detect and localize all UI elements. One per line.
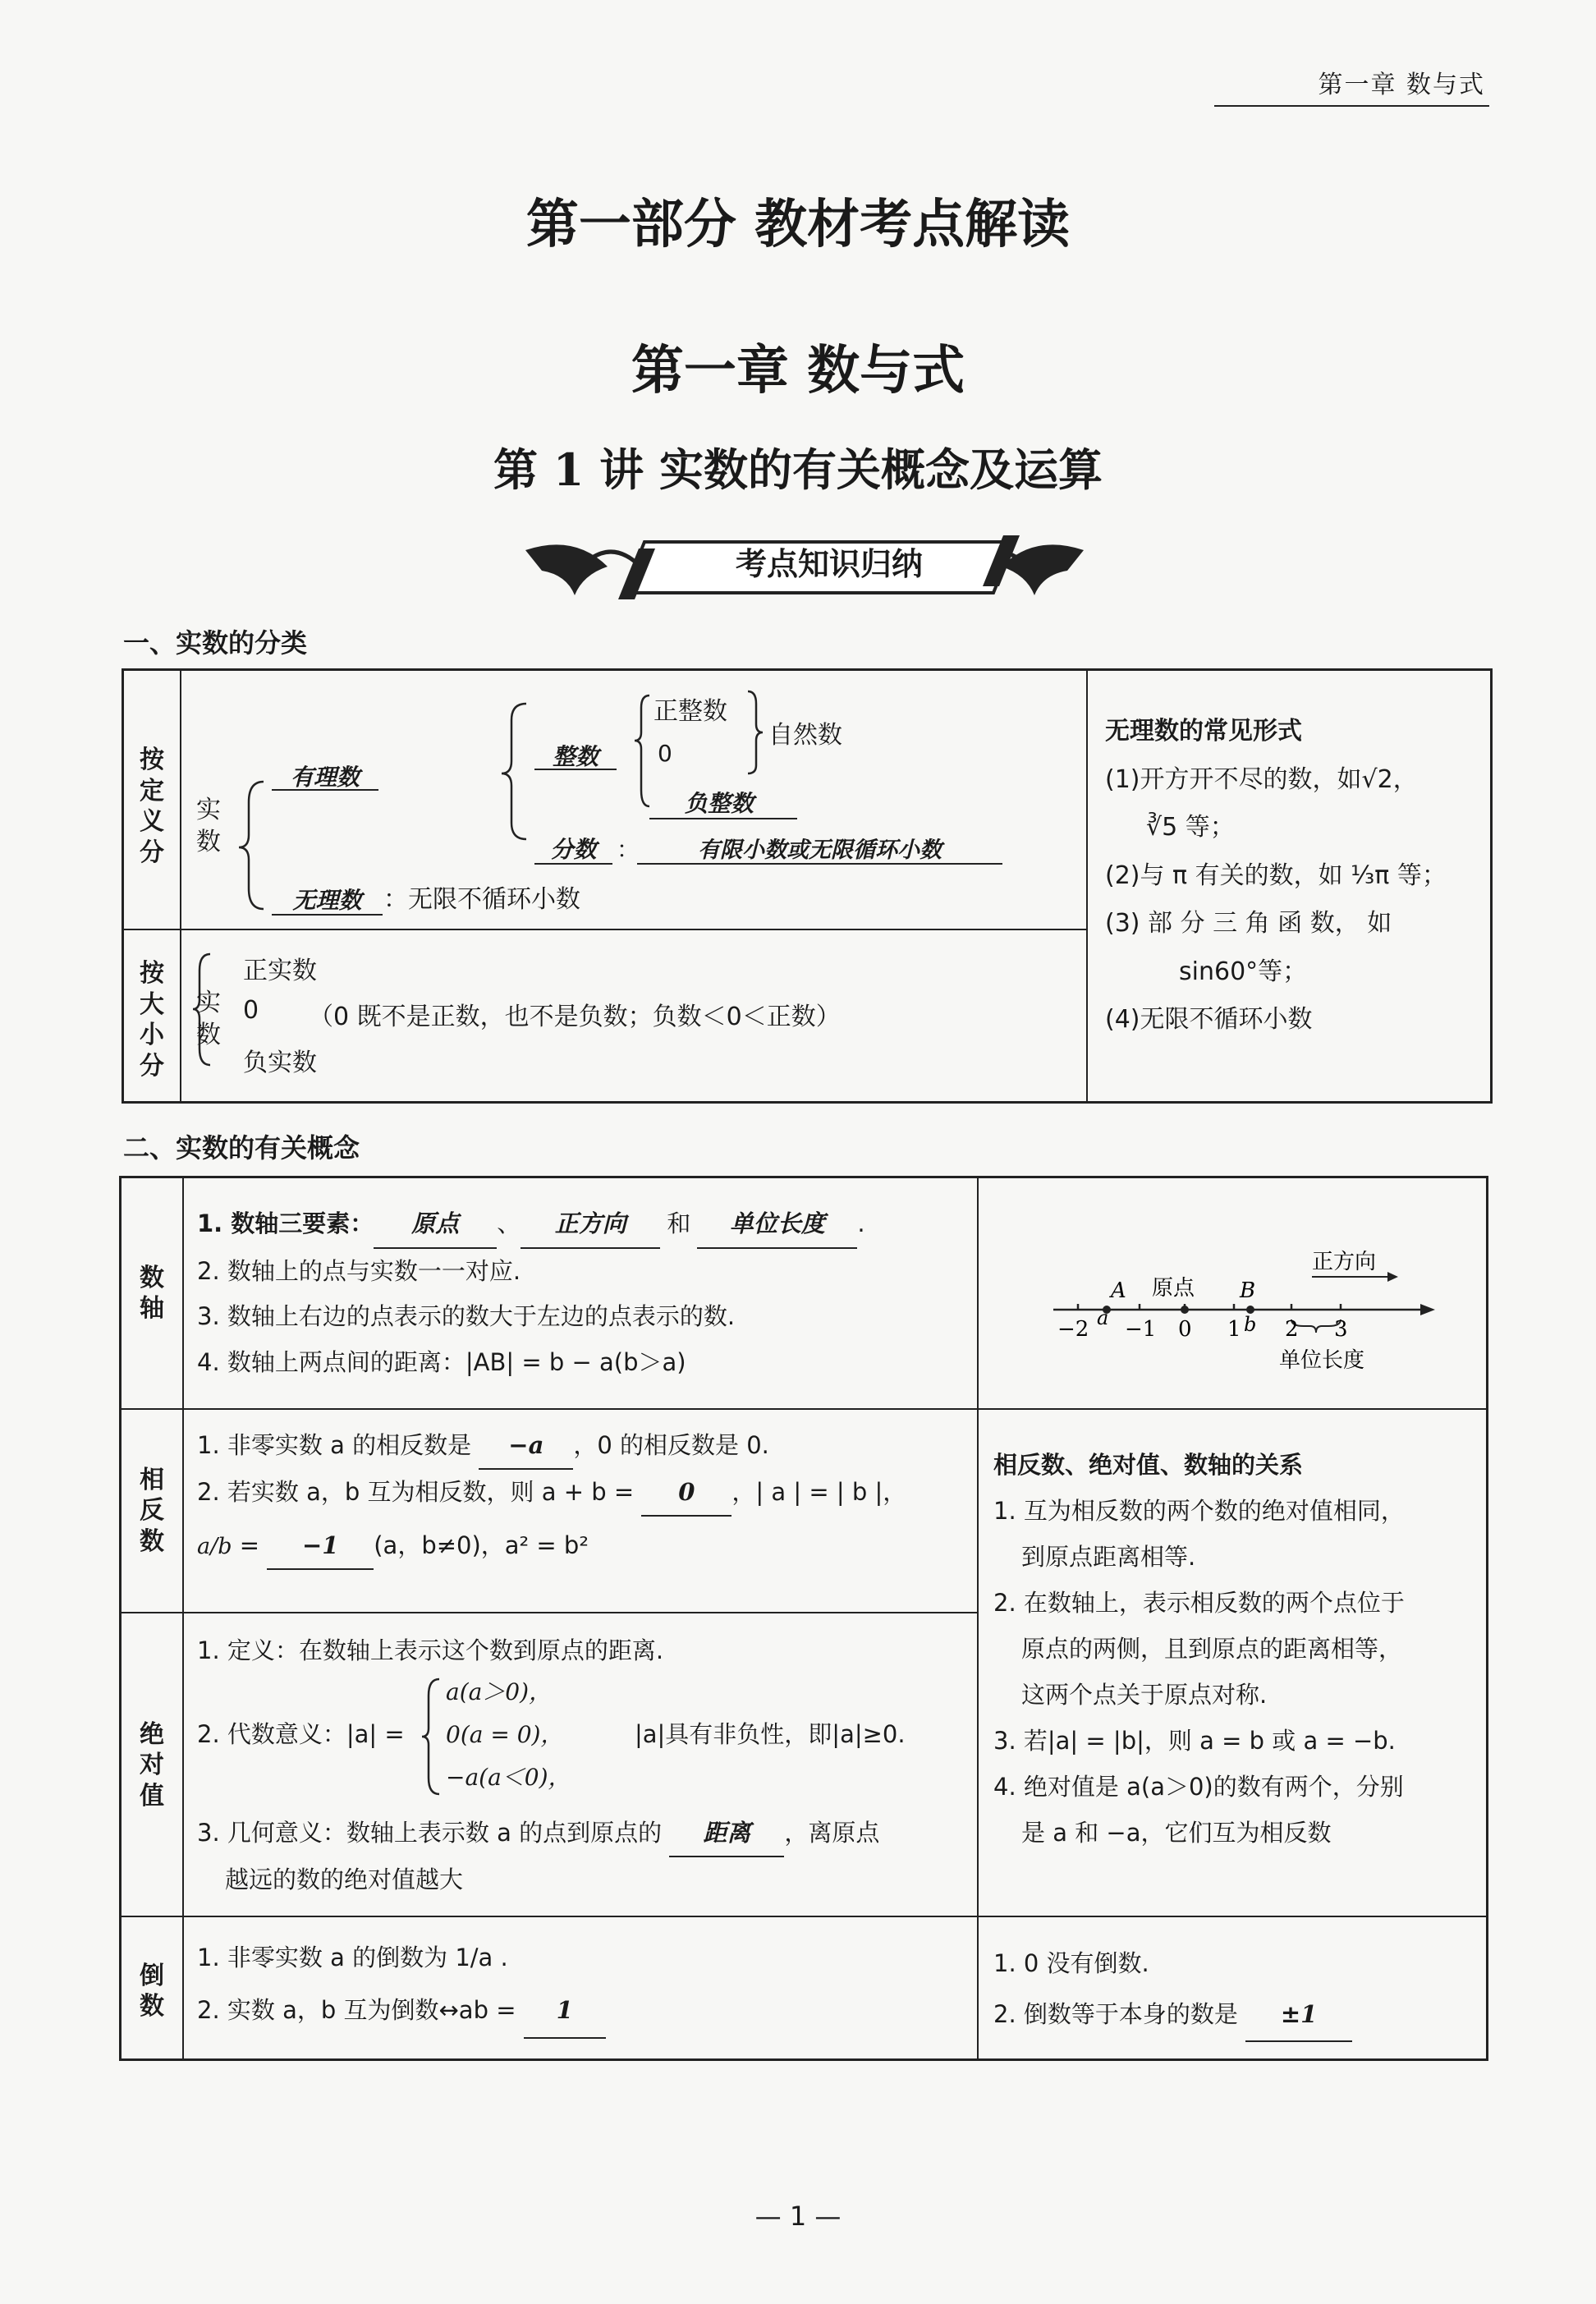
nl-label-a: a	[1097, 1306, 1109, 1329]
label-fraction-desc: 有限小数或无限循环小数	[698, 838, 942, 863]
relation-item: 这两个点关于原点对称.	[1021, 1680, 1268, 1709]
row-label-number-line: 数 轴	[140, 1263, 164, 1323]
reciprocal-side: 1. 0 没有倒数. 2. 倒数等于本身的数是 ±1	[993, 1938, 1478, 2042]
label-colon: ：	[617, 836, 640, 863]
blank-direction: 正方向	[521, 1201, 660, 1249]
label-zero-note: （0 既不是正数，也不是负数；负数＜0＜正数）	[309, 1003, 841, 1031]
row-label-reciprocal: 倒 数	[140, 1961, 164, 2021]
nl-tick-1: −1	[1125, 1317, 1157, 1342]
relation-item: 是 a 和 −a，它们互为相反数	[1021, 1818, 1332, 1847]
fraction-a-over-b: a/b	[197, 1534, 232, 1560]
irrational-form-3b: sin60°等；	[1179, 957, 1308, 986]
label-irrational-desc: ：无限不循环小数	[383, 885, 580, 914]
blank-unit-length: 单位长度	[697, 1201, 857, 1249]
irrational-form-3: (3) 部 分 三 角 函 数， 如	[1105, 909, 1392, 938]
nl-label-origin: 原点	[1152, 1276, 1195, 1301]
nl-label-A: A	[1111, 1278, 1126, 1303]
irrational-form-1: (1)开方开不尽的数，如√2，	[1105, 764, 1418, 794]
nl-tick-5: 3	[1334, 1317, 1348, 1342]
relation-item: 4. 绝对值是 a(a＞0)的数有两个，分别	[993, 1772, 1404, 1801]
section1-heading: 一、实数的分类	[123, 627, 308, 659]
blank-product-one: 1	[524, 1985, 606, 2039]
part-title: 第一部分 教材考点解读	[525, 194, 1071, 255]
row-label-absolute: 绝 对 值	[140, 1719, 164, 1811]
page-number: — 1 —	[754, 2201, 842, 2232]
label-positive-integer: 正整数	[654, 697, 727, 726]
running-header: 第一章 数与式	[1318, 71, 1485, 99]
banner-title: 考点知识归纳	[735, 546, 923, 582]
relation-title: 相反数、绝对值、数轴的关系	[993, 1451, 1304, 1479]
relation-box	[993, 1443, 1478, 1857]
row-label-by-definition: 按 定 义 分	[140, 746, 164, 867]
label-zero-2: 0	[243, 996, 259, 1025]
section2-heading: 二、实数的有关概念	[123, 1132, 360, 1163]
header-rule	[1214, 105, 1489, 107]
row-label-by-size: 按 大 小 分	[140, 959, 164, 1081]
reciprocal-item-1: 1. 非零实数 a 的倒数为 1/a .	[197, 1944, 508, 1971]
label-rational: 有理数	[290, 764, 360, 791]
label-fraction: 分数	[550, 836, 597, 863]
number-line-item-4: 4. 数轴上两点间的距离：|AB| = b − a(b＞a)	[197, 1348, 686, 1377]
opposite-items: 1. 非零实数 a 的相反数是 −a ，0 的相反数是 0. 2. 若实数 a，b 互为相反数，则 a + b = 0 ，| a | = | b |， a/b = −1 (a，b≠0)，a² = b²	[197, 1423, 969, 1570]
irrational-form-2: (2)与 π 有关的数，如 ⅓π 等；	[1105, 861, 1447, 890]
reciprocal-items: 1. 非零实数 a 的倒数为 1/a . 2. 实数 a，b 互为倒数↔ab = 1	[197, 1932, 969, 2039]
blank-origin: 原点	[374, 1201, 497, 1249]
blank-quotient: −1	[267, 1523, 374, 1570]
blank-distance: 距离	[669, 1811, 784, 1857]
label-irrational: 无理数	[292, 887, 362, 914]
nl-tick-4: 2	[1285, 1317, 1299, 1342]
absolute-cases: a(a＞0)， 0(a = 0)， −a(a＜0)，	[446, 1678, 571, 1791]
absolute-item-2-prefix: 2. 代数意义：|a| =	[197, 1720, 405, 1748]
relation-item: 3. 若|a| = |b|，则 a = b 或 a = −b.	[993, 1726, 1396, 1755]
relation-item: 到原点距离相等.	[1021, 1542, 1196, 1571]
number-line-items: 1. 数轴三要素： 原点 、 正方向 和 单位长度 . 2. 数轴上的点与实数一一对应. 3. 数轴上右边的点表示的数大于左边的点表示的数. 4. 数轴上两点间的距离：|AB| = b − a(b＞a)	[197, 1201, 969, 1386]
nl-label-b: b	[1244, 1313, 1257, 1336]
absolute-nonneg-note: |a|具有非负性，即|a|≥0.	[635, 1720, 906, 1748]
nl-tick-3: 1	[1227, 1317, 1241, 1342]
absolute-brace	[419, 1675, 443, 1798]
number-line-item-2: 2. 数轴上的点与实数一一对应.	[197, 1256, 521, 1285]
number-line-item-3: 3. 数轴上右边的点表示的数大于左边的点表示的数.	[197, 1302, 736, 1331]
absolute-items	[197, 1628, 969, 1673]
irrational-forms-title: 无理数的常见形式	[1105, 717, 1302, 746]
relation-item: 1. 互为相反数的两个数的绝对值相同，	[993, 1496, 1405, 1525]
chapter-title: 第一章 数与式	[631, 340, 965, 402]
irrational-form-4: (4)无限不循环小数	[1105, 1005, 1313, 1034]
row-label-opposite: 相 反 数	[140, 1465, 164, 1556]
nl-tick-2: 0	[1178, 1317, 1192, 1342]
label-real-number: 实数	[196, 796, 221, 856]
concepts-table	[119, 1176, 1488, 2061]
label-real-number-2: 实数	[196, 989, 221, 1049]
irrational-forms-box	[1105, 708, 1483, 1044]
lecture-title: 第 1 讲 实数的有关概念及运算	[493, 443, 1103, 496]
blank-opposite-of-a: −a	[479, 1423, 573, 1470]
reciprocal-side-1: 1. 0 没有倒数.	[993, 1949, 1149, 1977]
nl-tick-0: −2	[1057, 1317, 1089, 1342]
nl-label-B: B	[1240, 1278, 1256, 1303]
label-negative-integer: 负整数	[684, 790, 754, 817]
absolute-item-1: 1. 定义：在数轴上表示这个数到原点的距离.	[197, 1636, 664, 1664]
label-integer: 整数	[552, 743, 598, 770]
label-negative-real: 负实数	[243, 1049, 317, 1077]
label-zero: 0	[658, 740, 672, 767]
absolute-item-3: 3. 几何意义：数轴上表示数 a 的点到原点的 距离 ，离原点 越远的数的绝对值越大	[197, 1811, 969, 1902]
nl-label-unit-length: 单位长度	[1279, 1348, 1365, 1373]
blank-sum-zero: 0	[641, 1470, 732, 1517]
number-line-diagram	[1049, 1228, 1460, 1375]
relation-item: 2. 在数轴上，表示相反数的两个点位于	[993, 1588, 1405, 1617]
label-natural-number: 自然数	[768, 721, 842, 750]
blank-self-reciprocal: ±1	[1245, 1989, 1352, 2041]
classification-table	[122, 668, 1493, 1104]
label-positive-real: 正实数	[243, 957, 317, 985]
nl-label-positive-direction: 正方向	[1312, 1250, 1377, 1274]
relation-item: 原点的两侧，且到原点的距离相等，	[1021, 1634, 1403, 1663]
irrational-form-1b: ∛5 等；	[1146, 813, 1235, 842]
